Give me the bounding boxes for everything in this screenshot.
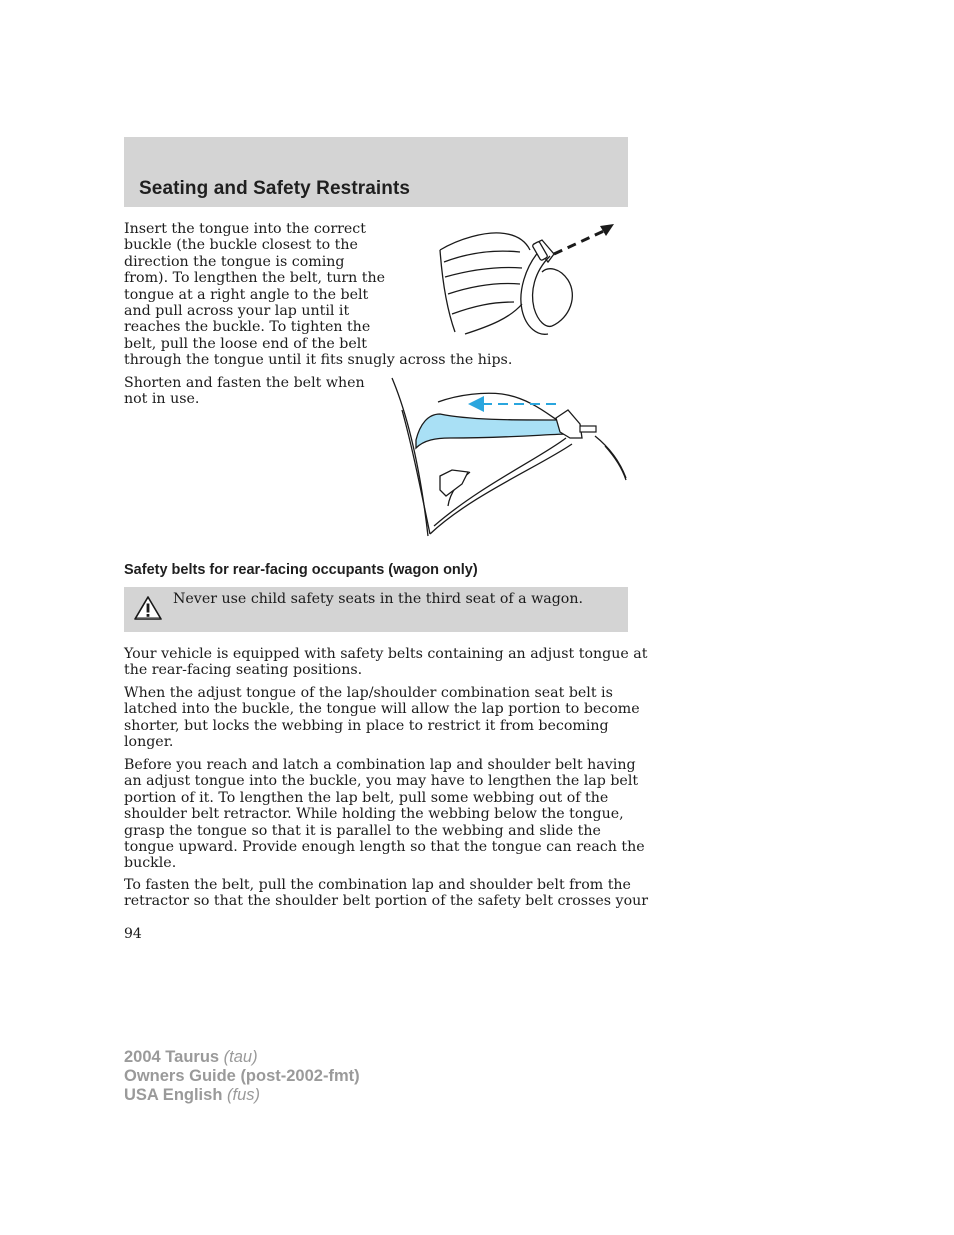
footer-line-model [124, 1048, 360, 1067]
paragraph-shorten-belt [124, 375, 365, 408]
warning-triangle-icon [134, 595, 162, 621]
paragraph-fasten-belt [124, 877, 648, 910]
text-line: portion of it. To lengthen the lap belt, pull some webbing out of the [124, 789, 609, 806]
text-line: an adjust tongue into the buckle, you may have to lengthen the lap belt [124, 773, 639, 790]
text-line: Your vehicle is equipped with safety belts containing an adjust tongue at [124, 646, 648, 662]
text-line: tongue at a right angle to the belt [124, 286, 369, 303]
subheading-rear-facing: Safety belts for rear-facing occupants (wagon only) [124, 562, 478, 578]
text-line: Insert the tongue into the correct [124, 221, 366, 237]
text-line: not in use. [124, 391, 200, 408]
footer-doc-info [124, 1048, 360, 1105]
text-line: latched into the buckle, the tongue will allow the lap portion to become [124, 701, 640, 718]
footer-language-code: (fus) [227, 1086, 260, 1104]
warning-text: Never use child safety seats in the third seat of a wagon. [173, 591, 583, 607]
warning-box [124, 587, 628, 632]
text-line: shoulder belt retractor. While holding the webbing below the tongue, [124, 806, 624, 823]
text-line: retractor so that the shoulder belt portion of the safety belt crosses your [124, 893, 649, 910]
text-line: direction the tongue is coming [124, 253, 345, 270]
belt-tongue-illustration [430, 222, 620, 342]
text-line: buckle (the buckle closest to the [124, 237, 358, 254]
paragraph-adjust-tongue [124, 646, 647, 679]
belt-webbing [416, 414, 570, 448]
paragraph-lap-shoulder [124, 685, 640, 751]
text-line: reaches the buckle. To tighten the [124, 319, 371, 336]
footer-line-language [124, 1086, 360, 1105]
text-line: To fasten the belt, pull the combination lap and shoulder belt from the [124, 877, 631, 893]
text-line: Shorten and fasten the belt when [124, 375, 365, 391]
text-line: tongue upward. Provide enough length so that the tongue can reach the [124, 839, 645, 856]
text-line: through the tongue until it fits snugly across the hips. [124, 352, 513, 369]
footer-line-guide [124, 1067, 360, 1086]
text-line: When the adjust tongue of the lap/shoulder combination seat belt is [124, 685, 613, 701]
text-line: from). To lengthen the belt, turn the [124, 270, 386, 287]
footer-model-code: (tau) [223, 1048, 258, 1066]
footer-model: 2004 Taurus [124, 1048, 220, 1066]
text-line: grasp the tongue so that it is parallel to the webbing and slide the [124, 822, 601, 839]
text-line: buckle. [124, 855, 177, 872]
text-line: the rear-facing seating positions. [124, 662, 363, 679]
text-line: shorter, but locks the webbing in place to restrict it from becoming [124, 717, 609, 734]
text-line: Before you reach and latch a combination lap and shoulder belt having [124, 757, 636, 773]
paragraph-lengthen-lap-belt [124, 757, 645, 872]
page-number: 94 [124, 926, 142, 942]
text-line: longer. [124, 734, 174, 751]
footer-language: USA English [124, 1086, 223, 1104]
section-title: Seating and Safety Restraints [139, 178, 411, 199]
shorten-belt-illustration [390, 376, 630, 540]
text-line: and pull across your lap until it [124, 303, 350, 320]
footer-guide: Owners Guide (post-2002-fmt) [124, 1067, 360, 1085]
text-line: belt, pull the loose end of the belt [124, 335, 367, 352]
section-header [124, 137, 628, 207]
